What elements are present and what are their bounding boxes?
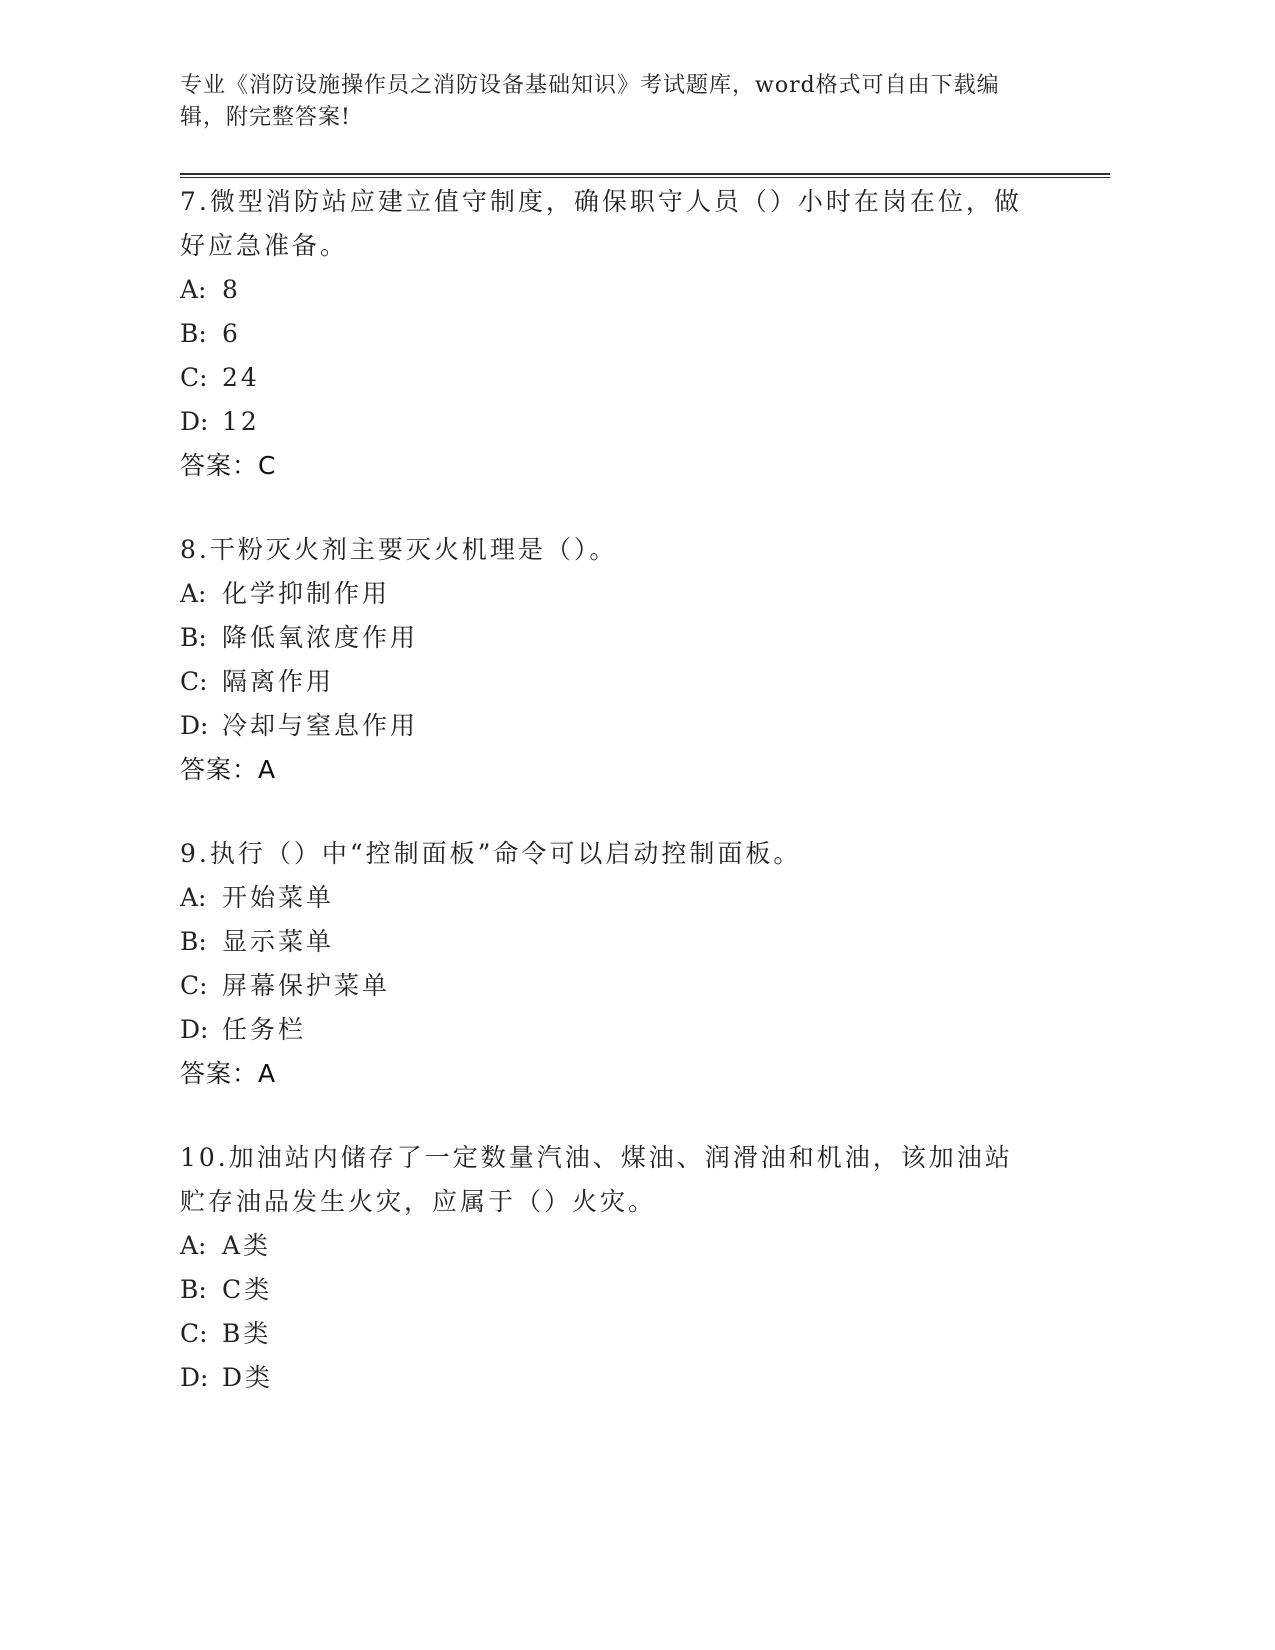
answer-line: 答案：A <box>180 1059 277 1088</box>
option-key: A: <box>180 883 207 912</box>
option-d <box>180 704 1040 748</box>
option-key: C: <box>180 667 208 696</box>
option-text: 冷却与窒息作用 <box>222 711 419 740</box>
option-text: B类 <box>222 1319 272 1348</box>
option-text: 24 <box>222 363 260 392</box>
option-key: C: <box>180 1319 208 1348</box>
question-7 <box>180 180 1040 488</box>
option-text: 开始菜单 <box>222 883 335 912</box>
option-d <box>180 1356 1040 1400</box>
option-text: 化学抑制作用 <box>222 579 391 608</box>
option-a <box>180 268 1040 312</box>
option-key: D: <box>180 711 209 740</box>
option-key: C: <box>180 971 208 1000</box>
option-d <box>180 400 1040 444</box>
option-a <box>180 1224 1040 1268</box>
option-text: 降低氧浓度作用 <box>222 623 419 652</box>
option-text: 隔离作用 <box>222 667 335 696</box>
option-b <box>180 920 1040 964</box>
option-b <box>180 1268 1040 1312</box>
option-text: C类 <box>222 1275 273 1304</box>
question-stem: 9.执行（）中“控制面板”命令可以启动控制面板。 <box>180 839 802 868</box>
option-c <box>180 660 1040 704</box>
option-key: D: <box>180 1363 209 1392</box>
question-9 <box>180 832 1040 1096</box>
option-text: 8 <box>222 275 241 304</box>
option-text: 6 <box>222 319 241 348</box>
option-key: B: <box>180 1275 207 1304</box>
answer-line: 答案：C <box>180 451 277 480</box>
option-list <box>180 572 1040 748</box>
option-c <box>180 964 1040 1008</box>
option-list <box>180 1224 1040 1400</box>
option-key: A: <box>180 579 207 608</box>
option-key: D: <box>180 1015 209 1044</box>
option-text: 屏幕保护菜单 <box>222 971 391 1000</box>
question-stem: 10.加油站内储存了一定数量汽油、煤油、润滑油和机油，该加油站贮存油品发生火灾，应属于（）火灾。 <box>180 1143 1013 1216</box>
question-list <box>180 180 1040 1440</box>
document-header: 专业《消防设施操作员之消防设备基础知识》考试题库，word格式可自由下载编辑，附完整答案! <box>180 73 1000 130</box>
option-text: 12 <box>222 407 260 436</box>
answer-line: 答案：A <box>180 755 277 784</box>
question-stem: 8.干粉灭火剂主要灭火机理是（）。 <box>180 535 618 564</box>
option-key: D: <box>180 407 209 436</box>
option-b <box>180 616 1040 660</box>
option-list <box>180 876 1040 1052</box>
option-key: B: <box>180 623 207 652</box>
option-text: A类 <box>222 1231 272 1260</box>
question-stem: 7.微型消防站应建立值守制度，确保职守人员（）小时在岗在位，做好应急准备。 <box>180 187 1022 260</box>
option-key: A: <box>180 1231 207 1260</box>
option-key: A: <box>180 275 207 304</box>
header-divider <box>180 173 1110 178</box>
option-b <box>180 312 1040 356</box>
option-c <box>180 1312 1040 1356</box>
option-a <box>180 876 1040 920</box>
option-text: 显示菜单 <box>222 927 335 956</box>
option-key: B: <box>180 319 207 348</box>
question-10 <box>180 1136 1040 1400</box>
option-text: D类 <box>222 1363 274 1392</box>
option-key: B: <box>180 927 207 956</box>
question-8 <box>180 528 1040 792</box>
option-a <box>180 572 1040 616</box>
option-list <box>180 268 1040 444</box>
option-text: 任务栏 <box>222 1015 307 1044</box>
option-c <box>180 356 1040 400</box>
option-d <box>180 1008 1040 1052</box>
option-key: C: <box>180 363 208 392</box>
